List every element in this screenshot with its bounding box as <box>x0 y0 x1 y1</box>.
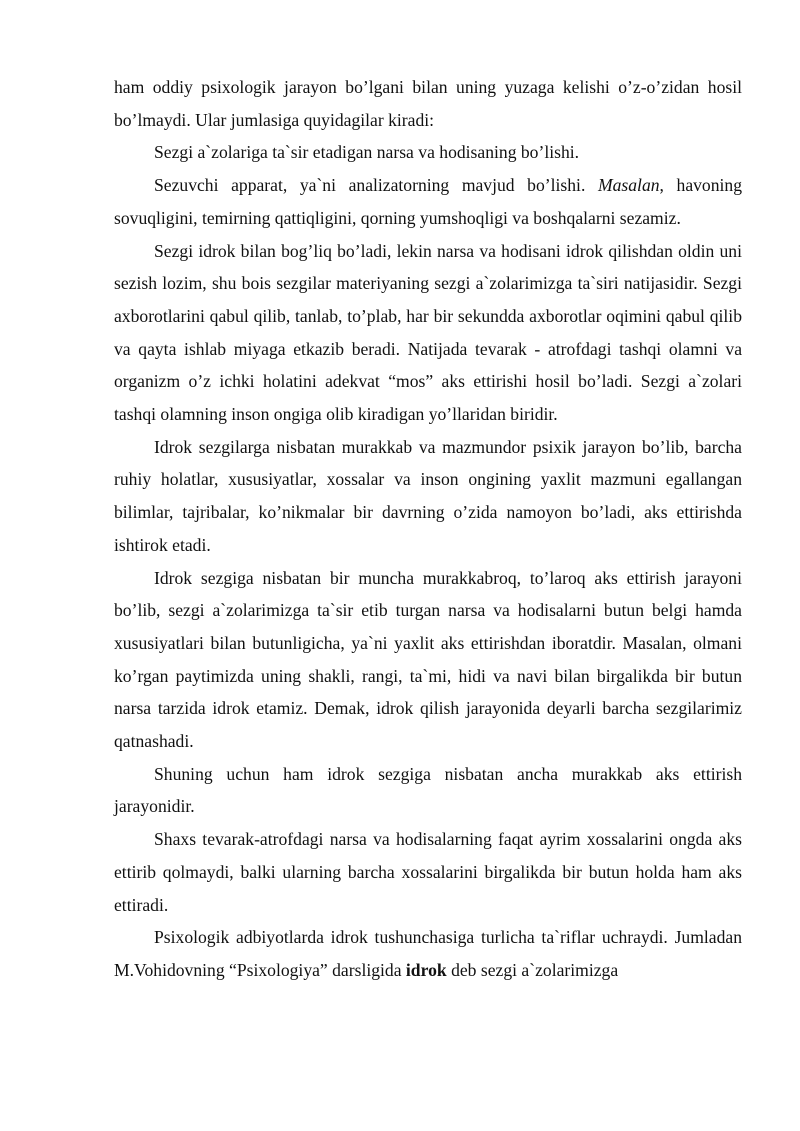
text-run: Sezuvchi apparat, ya`ni analizatorning mavjud bo’lishi. <box>154 175 598 196</box>
paragraph <box>114 235 742 431</box>
paragraph <box>114 921 742 986</box>
text-run: Idrok sezgiga nisbatan bir muncha murakkabroq, to’laroq aks ettirish jarayoni bo’lib, sezgi a`zolarimizga ta`sir etib turgan narsa va hodisalarni butun belgi hamda xususiyatlari bilan butunligicha, ya`ni yaxlit aks ettirishdan iboratdir. Masalan, olmani ko’rgan paytimizda uning shakli, rangi, ta`mi, hidi va navi bilan birgalikda bir butun narsa tarzida idrok etamiz. Demak, idrok qilish jarayonida deyarli barcha sezgilarimiz qatnashadi. <box>114 567 742 752</box>
paragraph <box>114 823 742 921</box>
text-run: Idrok sezgilarga nisbatan murakkab va mazmundor psixik jarayon bo’lib, barcha ruhiy holatlar, xususiyatlar, xossalar va inson ongining yaxlit mazmuni egallangan bilimlar, tajribalar, ko’nikmalar bir davrning o’zida namoyon bo’ladi, aks ettirishda ishtirok etadi. <box>114 436 742 555</box>
text-run: ham oddiy psixologik jarayon bo’lgani bilan uning yuzaga kelishi o’z-o’zidan hosil bo’lmaydi. Ular jumlasiga quyidagilar kiradi: <box>114 77 742 130</box>
paragraph <box>114 71 742 136</box>
paragraph <box>114 562 742 758</box>
text-run: Shuning uchun ham idrok sezgiga nisbatan ancha murakkab aks ettirish jarayonidir. <box>114 763 742 817</box>
document-body <box>114 71 742 987</box>
bold-term: idrok <box>405 959 447 980</box>
text-run: Psixologik adbiyotlarda idrok tushunchasiga turlicha ta`riflar uchraydi. Jumladan M.Vohidovning “Psixologiya” darsligida <box>114 927 742 980</box>
text-run: deb sezgi a`zolarimizga <box>446 959 619 980</box>
paragraph <box>114 169 742 234</box>
paragraph <box>114 758 742 823</box>
text-run: Sezgi a`zolariga ta`sir etadigan narsa va hodisaning bo’lishi. <box>154 142 580 163</box>
paragraph <box>114 136 742 169</box>
italic-text: Masalan <box>597 175 660 196</box>
text-run: Shaxs tevarak-atrofdagi narsa va hodisalarning faqat ayrim xossalarini ongda aks ettirib qolmaydi, balki ularning barcha xossalarini birgalikda bir butun holda ham aks ettiradi. <box>114 829 742 915</box>
text-run: , havoning sovuqligini, temirning qattiqligini, qorning yumshoqligi va boshqalarni sezamiz. <box>114 175 743 228</box>
text-run: Sezgi idrok bilan bog’liq bo’ladi, lekin narsa va hodisani idrok qilishdan oldin uni sezish lozim, shu bois sezgilar materiyaning sezgi a`zolarimizga ta`siri natijasidir. Sezgi axborotlarini qabul qilib, tanlab, to’plab, har bir sekundda axborotlar oqimini qabul qilib va qayta ishlab miyaga etkazib beradi. Natijada tevarak - atrofdagi tashqi olamni va organizm o’z ichki holatini adekvat “mos” aks ettirishi hosil bo’ladi. Sezgi a`zolari tashqi olamning inson ongiga olib kiradigan yo’llaridan biridir. <box>114 240 742 425</box>
paragraph <box>114 431 742 562</box>
